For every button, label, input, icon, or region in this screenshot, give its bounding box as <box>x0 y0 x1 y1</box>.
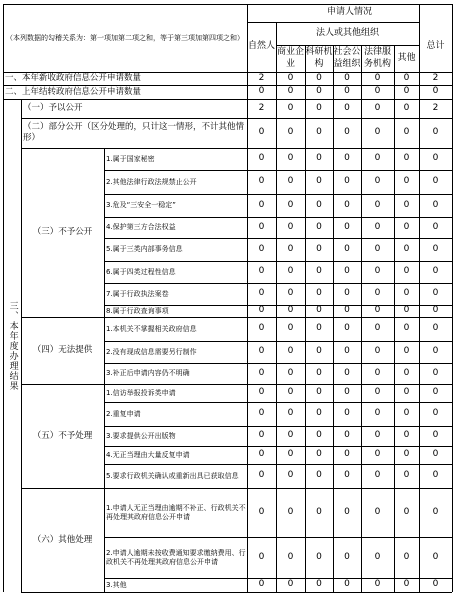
data-cell: 0 <box>432 506 439 517</box>
row-label: 7.属于行政执法案卷 <box>106 289 169 298</box>
data-cell: 0 <box>374 199 381 210</box>
data-cell: 0 <box>287 408 294 419</box>
data-cell: 0 <box>432 387 439 398</box>
data-cell: 0 <box>316 323 322 334</box>
data-cell: 0 <box>258 408 265 419</box>
data-cell: 0 <box>344 449 350 460</box>
data-cell: 0 <box>344 323 350 334</box>
data-cell: 0 <box>316 551 322 562</box>
data-cell: 0 <box>344 72 350 83</box>
data-cell: 0 <box>316 199 322 210</box>
data-cell: 0 <box>316 72 322 83</box>
row-label: 6.属于四类过程性信息 <box>106 267 176 276</box>
row-label: （二）部分公开（区分处理的，只计这一情形，不计其他情形） <box>23 122 245 143</box>
data-cell: 0 <box>374 153 381 164</box>
data-cell: 0 <box>258 323 265 334</box>
data-cell: 0 <box>432 346 439 357</box>
header-sub-col: 法律服务机构 <box>363 47 391 69</box>
data-cell: 0 <box>258 305 265 316</box>
data-cell: 0 <box>258 288 265 299</box>
data-cell: 0 <box>287 506 294 517</box>
data-cell: 2 <box>258 102 265 113</box>
data-cell: 0 <box>432 305 439 316</box>
data-cell: 0 <box>344 387 350 398</box>
grid-line <box>452 4 453 592</box>
data-cell: 0 <box>316 266 322 277</box>
data-cell: 0 <box>374 408 381 419</box>
data-cell: 0 <box>374 551 381 562</box>
data-cell: 0 <box>344 551 350 562</box>
header-applicant: 申请人情况 <box>326 7 372 18</box>
data-cell: 0 <box>287 86 294 97</box>
data-cell: 0 <box>344 243 350 254</box>
data-cell: 0 <box>403 470 410 481</box>
data-cell: 0 <box>287 72 294 83</box>
data-cell: 0 <box>432 153 439 164</box>
data-cell: 0 <box>374 430 381 441</box>
data-cell: 0 <box>432 551 439 562</box>
data-cell: 0 <box>374 506 381 517</box>
data-cell: 0 <box>344 506 350 517</box>
data-cell: 0 <box>316 288 322 299</box>
row-label: 2.重复申请 <box>106 409 141 418</box>
grid-line <box>104 592 452 593</box>
row-label: 1.信访举报投诉类申请 <box>106 388 176 397</box>
data-cell: 0 <box>287 266 294 277</box>
group-label: （四）无法提供 <box>32 345 93 356</box>
data-cell: 0 <box>258 86 265 97</box>
data-cell: 0 <box>374 470 381 481</box>
data-cell: 0 <box>287 221 294 232</box>
data-cell: 0 <box>374 86 381 97</box>
data-cell: 0 <box>316 579 322 590</box>
data-cell: 0 <box>344 221 350 232</box>
data-cell: 0 <box>287 323 294 334</box>
data-cell: 0 <box>432 86 439 97</box>
data-cell: 0 <box>287 102 294 113</box>
data-cell: 0 <box>258 387 265 398</box>
data-cell: 0 <box>258 579 265 590</box>
data-cell: 0 <box>432 176 439 187</box>
data-cell: 0 <box>403 153 410 164</box>
data-cell: 0 <box>287 288 294 299</box>
data-cell: 0 <box>316 367 322 378</box>
data-cell: 0 <box>374 387 381 398</box>
data-cell: 0 <box>403 305 410 316</box>
row-label: 2.其他法律行政法规禁止公开 <box>106 177 197 186</box>
data-cell: 0 <box>374 176 381 187</box>
data-cell: 0 <box>374 449 381 460</box>
data-cell: 0 <box>344 305 350 316</box>
data-cell: 0 <box>374 221 381 232</box>
data-cell: 0 <box>258 221 265 232</box>
data-cell: 0 <box>258 176 265 187</box>
data-cell: 0 <box>403 367 410 378</box>
data-cell: 0 <box>287 243 294 254</box>
data-cell: 0 <box>432 430 439 441</box>
data-cell: 2 <box>432 102 439 113</box>
data-cell: 2 <box>432 72 439 83</box>
row-label: 4.无正当理由大量反复申请 <box>106 450 190 459</box>
data-cell: 0 <box>344 102 350 113</box>
data-cell: 0 <box>287 153 294 164</box>
row-label: 3.危及“三安全一稳定” <box>106 201 176 210</box>
data-cell: 0 <box>403 266 410 277</box>
data-cell: 0 <box>316 387 322 398</box>
data-cell: 0 <box>316 430 322 441</box>
data-cell: 0 <box>258 153 265 164</box>
data-cell: 0 <box>344 367 350 378</box>
data-cell: 0 <box>403 102 410 113</box>
data-cell: 0 <box>344 127 350 138</box>
data-cell: 2 <box>258 72 265 83</box>
data-cell: 0 <box>344 408 350 419</box>
data-cell: 0 <box>287 579 294 590</box>
data-cell: 0 <box>316 449 322 460</box>
header-natural-person: 自然人 <box>247 41 275 52</box>
data-cell: 0 <box>403 551 410 562</box>
data-cell: 0 <box>403 506 410 517</box>
row-label: 1.本机关不掌握相关政府信息 <box>106 324 197 333</box>
data-cell: 0 <box>374 323 381 334</box>
data-cell: 0 <box>374 346 381 357</box>
data-cell: 0 <box>403 288 410 299</box>
data-cell: 0 <box>374 305 381 316</box>
data-cell: 0 <box>432 127 439 138</box>
data-cell: 0 <box>344 176 350 187</box>
data-cell: 0 <box>287 199 294 210</box>
data-cell: 0 <box>316 127 322 138</box>
group-label: （六）其他处理 <box>32 534 93 545</box>
data-cell: 0 <box>432 579 439 590</box>
data-cell: 0 <box>316 470 322 481</box>
table-note: （本列数据的勾稽关系为：第一项加第二项之和，等于第三项加第四项之和） <box>6 33 244 42</box>
row-label: 2.申请人逾期未按收费通知要求缴纳费用、行政机关不再处理其政府信息公开申请 <box>106 548 246 566</box>
data-cell: 0 <box>344 266 350 277</box>
data-cell: 0 <box>287 551 294 562</box>
data-cell: 0 <box>432 288 439 299</box>
data-cell: 0 <box>258 266 265 277</box>
row-label: （一）予以公开 <box>23 103 83 114</box>
data-cell: 0 <box>258 243 265 254</box>
row-label: 3.要求提供公开出版物 <box>106 431 176 440</box>
data-cell: 0 <box>374 266 381 277</box>
data-cell: 0 <box>258 430 265 441</box>
data-cell: 0 <box>403 86 410 97</box>
header-sub-col: 社会公益组织 <box>333 47 361 69</box>
row-label: 1.属于国家秘密 <box>106 154 155 163</box>
grid-line <box>21 592 104 593</box>
data-cell: 0 <box>344 86 350 97</box>
data-cell: 0 <box>344 579 350 590</box>
data-cell: 0 <box>403 323 410 334</box>
data-cell: 0 <box>316 86 322 97</box>
data-cell: 0 <box>287 470 294 481</box>
data-cell: 0 <box>344 346 350 357</box>
data-cell: 0 <box>344 288 350 299</box>
data-cell: 0 <box>432 221 439 232</box>
row-label: 3.补正后申请内容仍不明确 <box>106 369 190 378</box>
header-sub-col: 商业企业 <box>276 47 304 69</box>
data-cell: 0 <box>344 430 350 441</box>
data-cell: 0 <box>403 449 410 460</box>
data-cell: 0 <box>287 127 294 138</box>
header-sub-col: 科研机构 <box>305 47 333 69</box>
data-cell: 0 <box>432 408 439 419</box>
row-label: 二、上年结转政府信息公开申请数量 <box>5 86 142 97</box>
data-cell: 0 <box>258 127 265 138</box>
data-cell: 0 <box>287 305 294 316</box>
data-cell: 0 <box>287 367 294 378</box>
row-label: 4.保护第三方合法权益 <box>106 223 176 232</box>
data-cell: 0 <box>344 153 350 164</box>
data-cell: 0 <box>258 551 265 562</box>
data-cell: 0 <box>403 127 410 138</box>
row-label: 5.属于三类内部事务信息 <box>106 245 183 254</box>
data-cell: 0 <box>316 506 322 517</box>
data-cell: 0 <box>258 367 265 378</box>
data-cell: 0 <box>344 199 350 210</box>
data-cell: 0 <box>374 367 381 378</box>
data-cell: 0 <box>316 408 322 419</box>
row-label: 一、本年新收政府信息公开申请数量 <box>5 73 142 84</box>
data-cell: 0 <box>432 323 439 334</box>
data-cell: 0 <box>403 221 410 232</box>
row-label: 8.属于行政查询事项 <box>106 306 169 315</box>
data-cell: 0 <box>287 449 294 460</box>
data-cell: 0 <box>403 579 410 590</box>
data-cell: 0 <box>316 102 322 113</box>
section-three-label: 三、本年度办理结果 <box>7 300 18 391</box>
row-label: 3.其他 <box>106 580 127 589</box>
header-legal-group: 法人或其他组织 <box>315 27 379 38</box>
data-cell: 0 <box>403 387 410 398</box>
data-cell: 0 <box>258 346 265 357</box>
data-cell: 0 <box>432 367 439 378</box>
row-label: 1.申请人无正当理由逾期不补正、行政机关不再处理其政府信息公开申请 <box>106 503 246 521</box>
data-cell: 0 <box>432 243 439 254</box>
data-cell: 0 <box>258 506 265 517</box>
data-cell: 0 <box>432 199 439 210</box>
data-cell: 0 <box>432 470 439 481</box>
data-cell: 0 <box>432 449 439 460</box>
data-cell: 0 <box>403 72 410 83</box>
data-cell: 0 <box>403 199 410 210</box>
row-label: 2.没有现成信息需要另行制作 <box>106 347 197 356</box>
data-cell: 0 <box>403 176 410 187</box>
data-cell: 0 <box>403 430 410 441</box>
data-cell: 0 <box>316 346 322 357</box>
data-cell: 0 <box>403 243 410 254</box>
data-cell: 0 <box>344 470 350 481</box>
group-label: （五）不予处理 <box>32 430 93 441</box>
data-cell: 0 <box>374 127 381 138</box>
data-cell: 0 <box>374 288 381 299</box>
row-label: 5.要求行政机关确认或重新出具已获取信息 <box>106 471 239 480</box>
header-sub-col: 其他 <box>397 52 416 63</box>
data-cell: 0 <box>403 408 410 419</box>
data-cell: 0 <box>258 199 265 210</box>
data-cell: 0 <box>316 305 322 316</box>
data-cell: 0 <box>374 579 381 590</box>
group-label: （三）不予公开 <box>32 227 93 238</box>
grid-line <box>104 148 105 592</box>
data-cell: 0 <box>287 387 294 398</box>
data-cell: 0 <box>287 430 294 441</box>
data-cell: 0 <box>432 266 439 277</box>
data-cell: 0 <box>287 346 294 357</box>
data-cell: 0 <box>258 470 265 481</box>
data-cell: 0 <box>374 102 381 113</box>
data-cell: 0 <box>316 221 322 232</box>
data-cell: 0 <box>287 176 294 187</box>
data-cell: 0 <box>374 243 381 254</box>
data-cell: 0 <box>316 176 322 187</box>
data-cell: 0 <box>316 243 322 254</box>
data-cell: 0 <box>403 346 410 357</box>
data-cell: 0 <box>258 449 265 460</box>
data-cell: 0 <box>374 72 381 83</box>
data-cell: 0 <box>316 153 322 164</box>
header-total: 总计 <box>426 41 445 52</box>
